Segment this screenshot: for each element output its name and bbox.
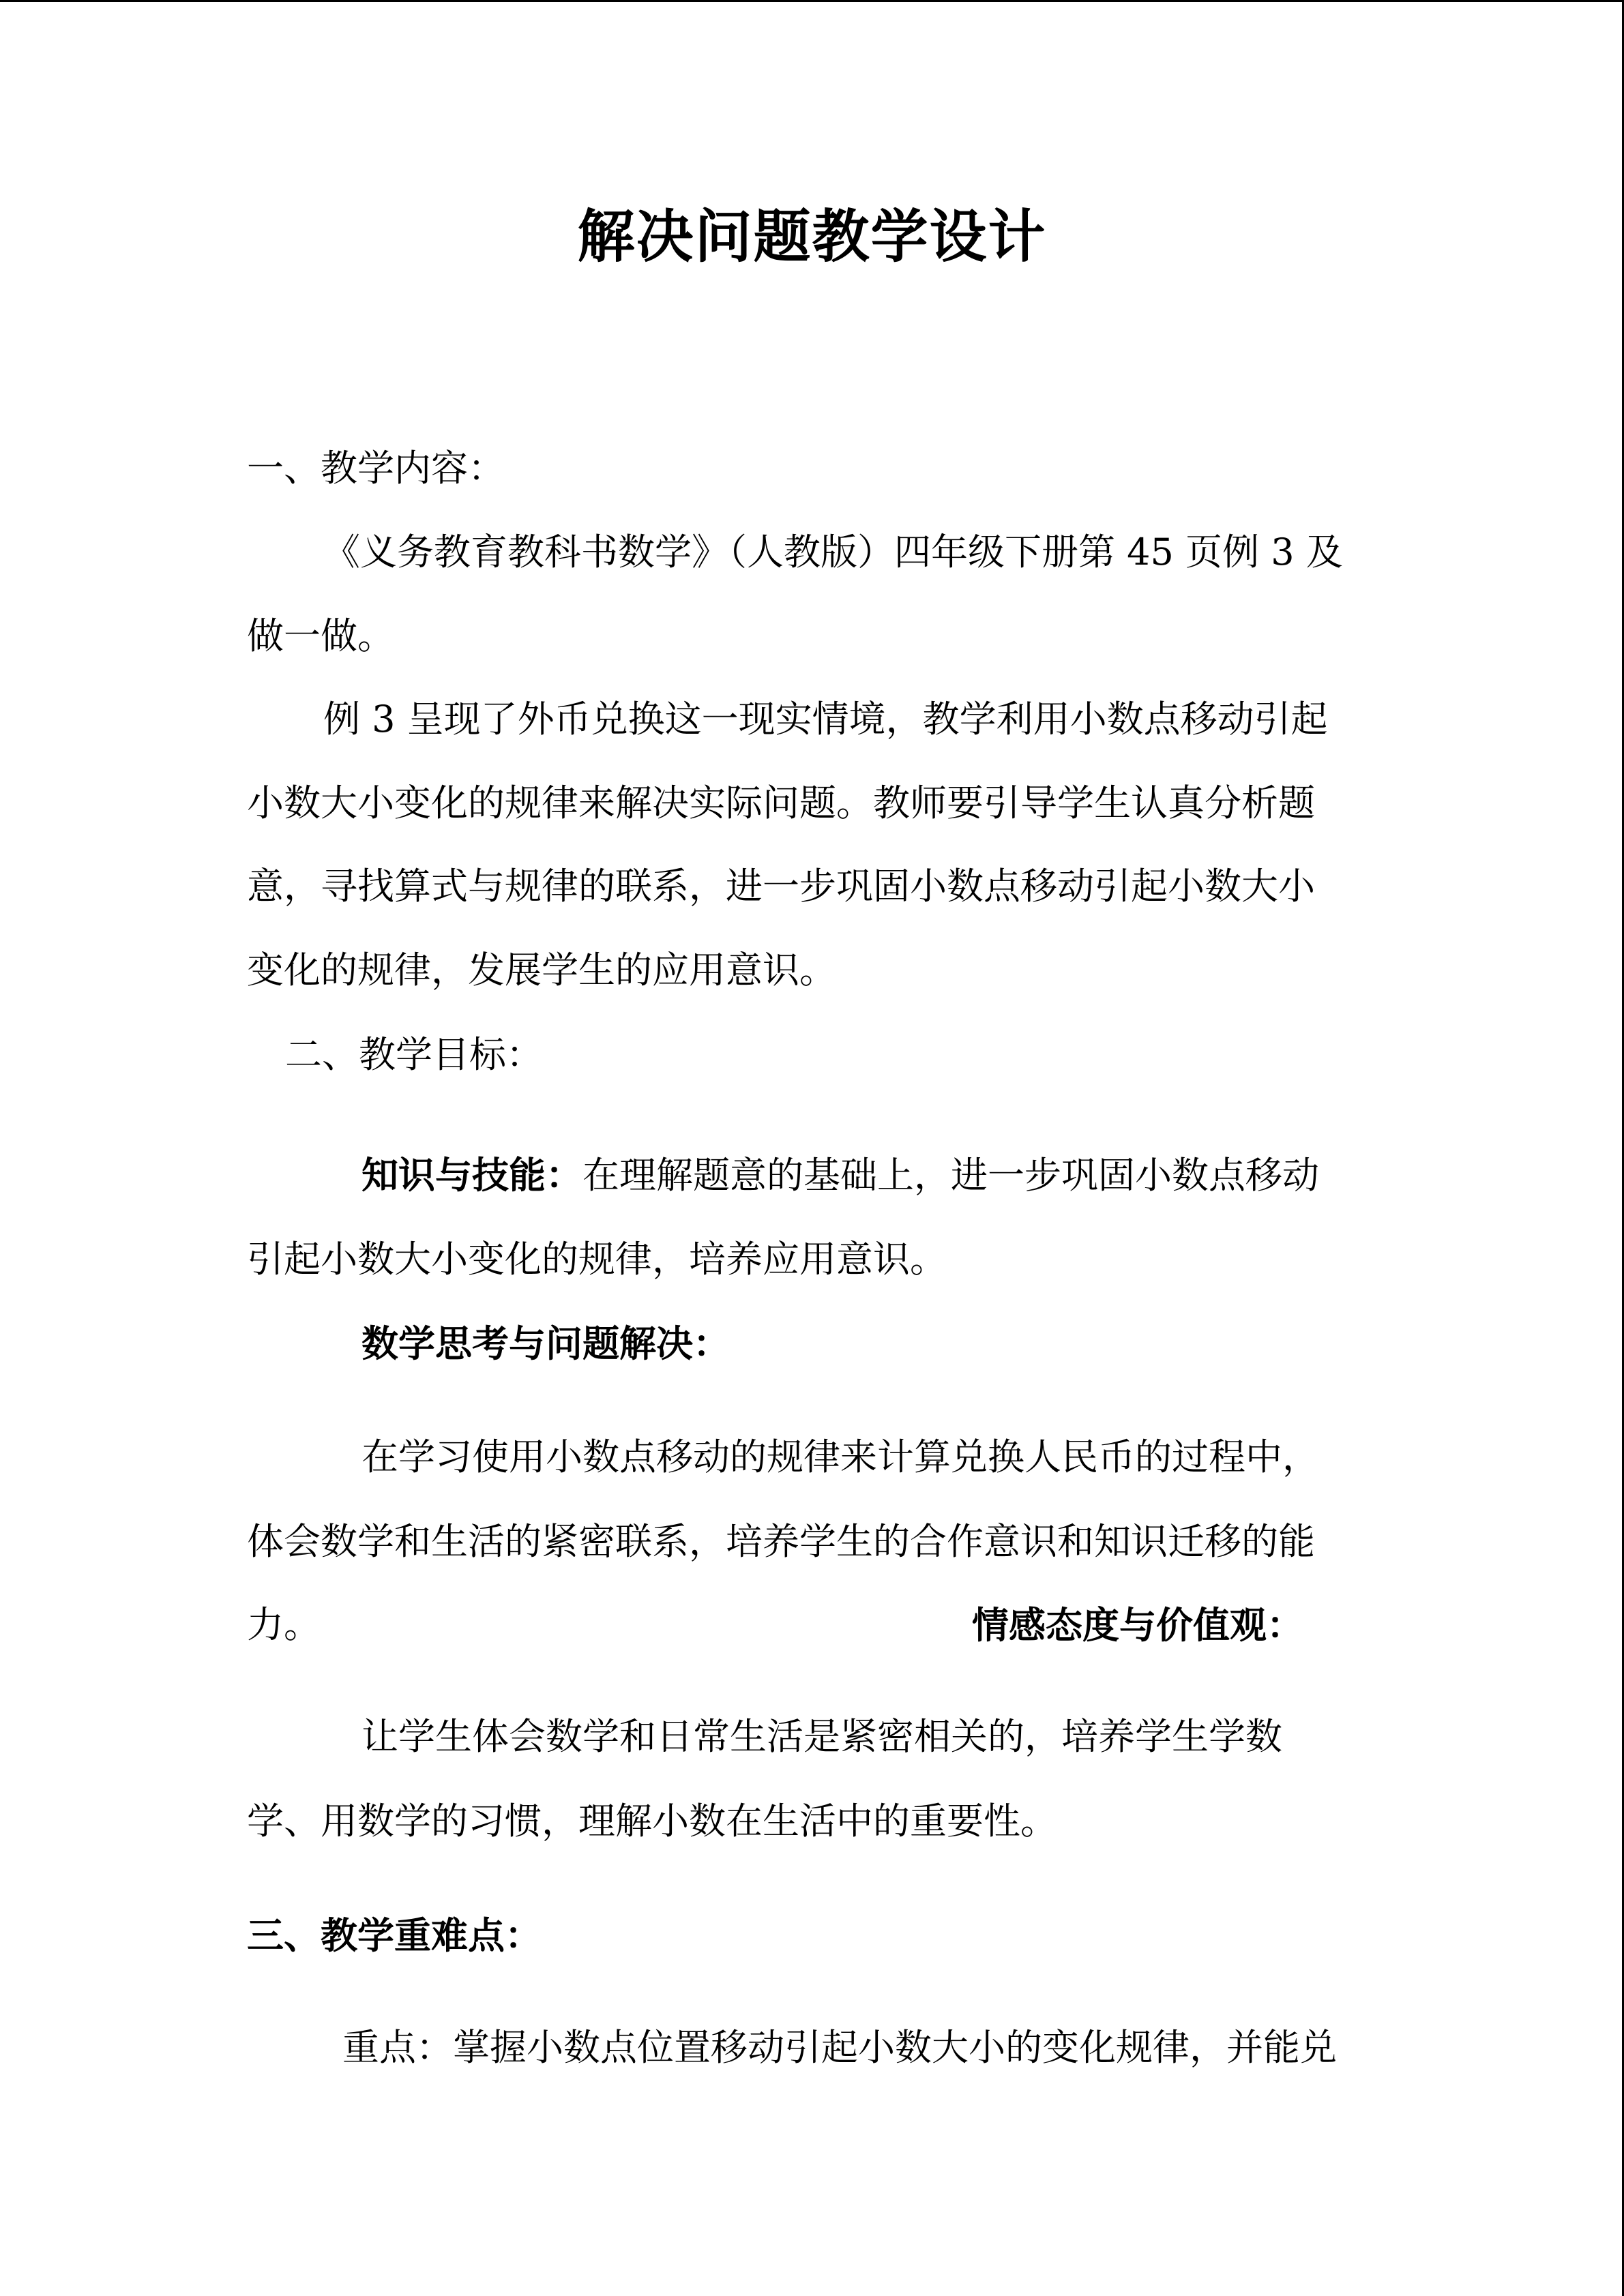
section1-p2-line3: 意，寻找算式与规律的联系，进一步巩固小数点移动引起小数大小 — [247, 865, 1315, 908]
section1-p1-line1: 《义务教育教科书数学》（人教版）四年级下册第 45 页例 3 及 — [323, 531, 1343, 573]
section1-p1-line2: 做一做。 — [247, 614, 394, 657]
emotion-line2: 学、用数学的习惯，理解小数在生活中的重要性。 — [247, 1800, 1057, 1843]
emotion-label: 情感态度与价值观： — [972, 1603, 1303, 1647]
math-line2: 体会数学和生活的紧密联系，培养学生的合作意识和知识迁移的能 — [247, 1520, 1315, 1563]
section1-p2-line4: 变化的规律，发展学生的应用意识。 — [247, 949, 836, 992]
knowledge-line1 — [361, 1151, 1319, 1199]
document-title: 解决问题教学设计 — [577, 203, 1047, 270]
section1-heading: 一、教学内容： — [247, 447, 505, 490]
key-point-line1: 重点：掌握小数点位置移动引起小数大小的变化规律，并能兑 — [342, 2026, 1337, 2069]
section2-heading: 二、教学目标： — [285, 1033, 543, 1076]
knowledge-line2: 引起小数大小变化的规律，培养应用意识。 — [247, 1238, 947, 1281]
math-thinking-label: 数学思考与问题解决： — [361, 1322, 730, 1365]
knowledge-text-1: 在理解题意的基础上，进一步巩固小数点移动 — [582, 1154, 1319, 1197]
section3-heading: 三、教学重难点： — [247, 1913, 542, 1957]
math-line1: 在学习使用小数点移动的规律来计算兑换人民币的过程中， — [361, 1435, 1319, 1478]
section1-p2-line1: 例 3 呈现了外币兑换这一现实情境，教学利用小数点移动引起 — [323, 698, 1328, 741]
page-top-border — [0, 0, 1624, 2]
math-line3: 力。 — [247, 1603, 321, 1646]
section1-p2-line2: 小数大小变化的规律来解决实际问题。教师要引导学生认真分析题 — [247, 781, 1315, 824]
emotion-line1: 让学生体会数学和日常生活是紧密相关的，培养学生学数 — [361, 1715, 1282, 1758]
knowledge-label: 知识与技能： — [361, 1153, 582, 1197]
